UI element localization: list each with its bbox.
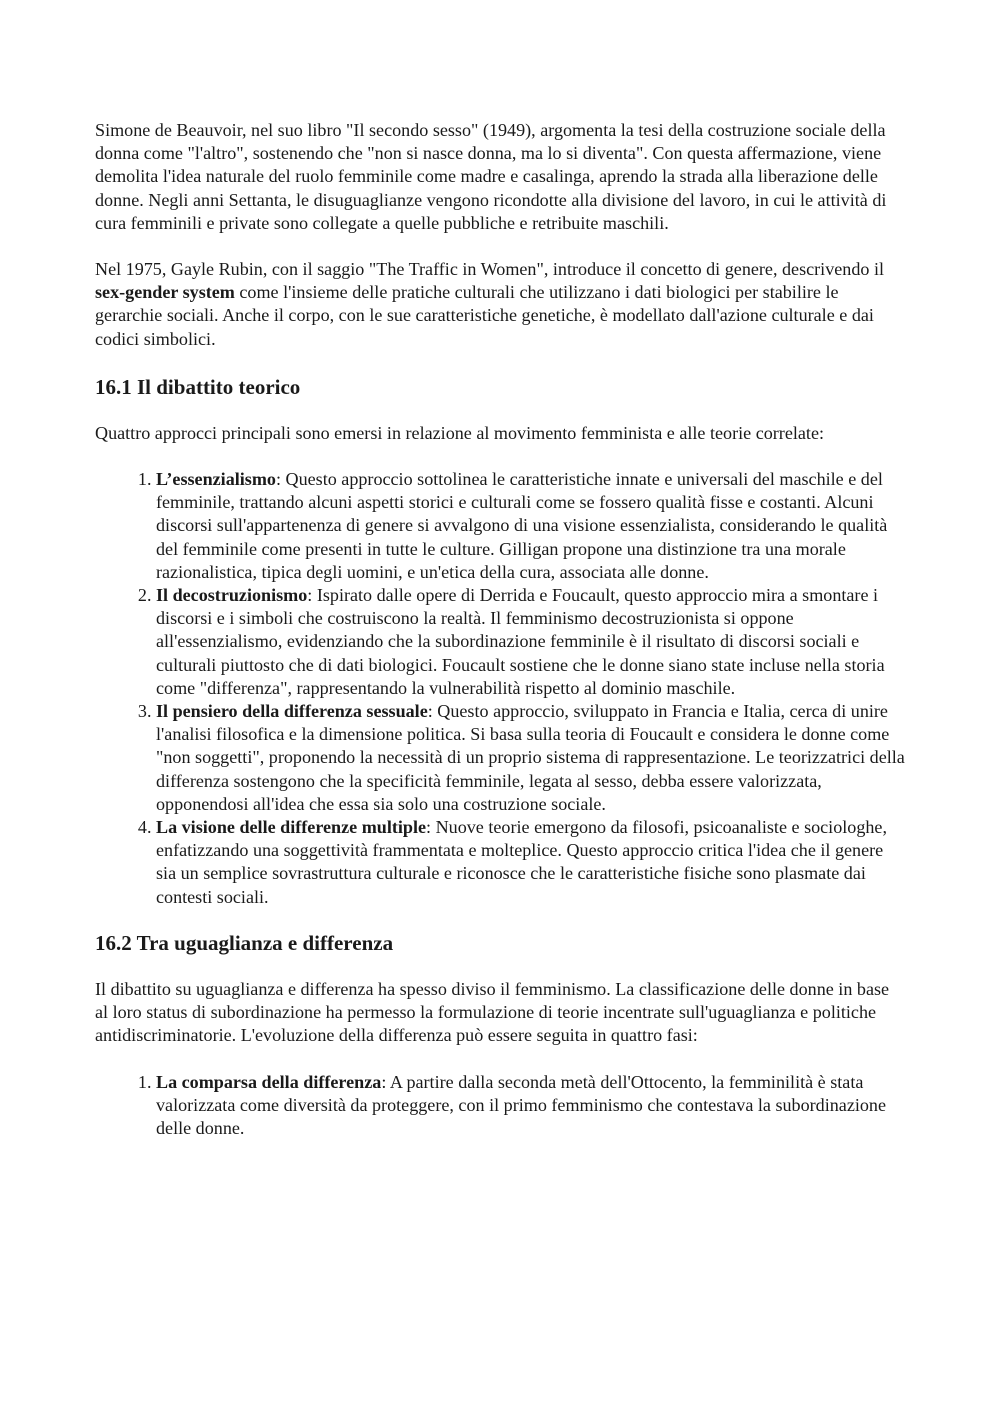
section-16-2-lead: Il dibattito su uguaglianza e differenza ha spesso diviso il femminismo. La classificazione delle donne in base al loro status di subordinazione ha permesso la formulazione di teorie incentrate sull'uguaglianza e politiche antidiscriminatorie. L'evoluzione della differenza può essere seguita in quattro fasi: [95,978,890,1046]
list-item [156,1071,906,1141]
list-item [156,584,906,700]
list-item-term: Il decostruzionismo [156,585,308,606]
section-16-2-list [95,1071,906,1141]
list-item-text: : Questo approccio, sviluppato in Francia e Italia, cerca di unire l'analisi filosofica e la dimensione politica. Si basa sulla teoria di Foucault e considera le donne come "non soggetti", proponendo la necessità di un proprio sistema di rappresentazione. Le teorizzatrici della differenza sostengono che la specificità femminile, legata al sesso, debba essere valorizzata, opponendosi all'idea che essa sia solo una costruzione sociale. [156,701,905,814]
list-item-text: : A partire dalla seconda metà dell'Ottocento, la femminilità è stata valorizzata come diversità da proteggere, con il primo femminismo che contestava la subordinazione delle donne. [156,1071,887,1138]
list-item-text: : Questo approccio sottolinea le caratteristiche innate e universali del maschile e del femminile, trattando alcuni aspetti storici e culturali come se fossero qualità fisse e costanti. Alcuni discorsi sull'appartenenza di genere si avvalgono di una visione essenzialista, considerando le qualità del femminile come presenti in tutte le culture. Gilligan propone una distinzione tra una morale razionalistica, tipica degli uomini, e un'etica della cura, associata alle donne. [156,469,888,582]
list-item-term: La visione delle differenze multiple [156,817,427,838]
list-item-text: : Ispirato dalle opere di Derrida e Foucault, questo approccio mira a smontare i discorsi e i simboli che costruiscono la realtà. Il femminismo decostruzionista si oppone all'essenzialismo, evidenziando che la subordinazione femminile è il risultato di discorsi sociali e culturali piuttosto che di dati biologici. Foucault sostiene che le donne siano state incluse nella storia come "differenza", rappresentando la vulnerabilità rispetto al dominio maschile. [156,585,885,698]
section-16-1-lead: Quattro approcci principali sono emersi in relazione al movimento femminista e alle teorie correlate: [95,422,824,443]
list-item-term: L’essenzialismo [156,469,276,490]
section-heading-16-2: 16.2 Tra uguaglianza e differenza [95,930,394,955]
intro-paragraph-2-text-before: Nel 1975, Gayle Rubin, con il saggio "The Traffic in Women", introduce il concetto di genere, descrivendo il [95,259,884,280]
list-item-term: La comparsa della differenza [156,1071,382,1092]
intro-paragraph-2 [95,258,906,351]
list-item [156,468,906,584]
intro-paragraph-2-text-after: come l'insieme delle pratiche culturali che utilizzano i dati biologici per stabilire le gerarchie sociali. Anche il corpo, con le sue caratteristiche genetiche, è modellato dall'azione culturale e dai codici simbolici. [95,282,874,349]
section-heading-16-1: 16.1 Il dibattito teorico [95,374,301,399]
list-item-text: : Nuove teorie emergono da filosofi, psicoanaliste e sociologhe, enfatizzando una soggettività frammentata e molteplice. Questo approccio critica l'idea che il genere sia un semplice sovrastruttura culturale e riconosce che le caratteristiche fisiche sono plasmate dai contesti sociali. [156,817,887,907]
intro-paragraph-1: Simone de Beauvoir, nel suo libro "Il secondo sesso" (1949), argomenta la tesi della costruzione sociale della donna come "l'altro", sostenendo che "non si nasce donna, ma lo si diventa". Con questa affermazione, viene demolita l'idea naturale del ruolo femminile come madre e casalinga, aprendo la strada alla liberazione delle donne. Negli anni Settanta, le disuguaglianze vengono ricondotte alla divisione del lavoro, in cui le attività di cura femminili e private sono collegate a quelle pubbliche e retribuite maschili. [95,120,887,233]
list-item [156,816,906,909]
section-16-1-list [95,468,906,909]
intro-paragraph-2-bold-term: sex-gender system [95,282,235,303]
list-item [156,700,906,816]
list-item-term: Il pensiero della differenza sessuale [156,701,428,722]
